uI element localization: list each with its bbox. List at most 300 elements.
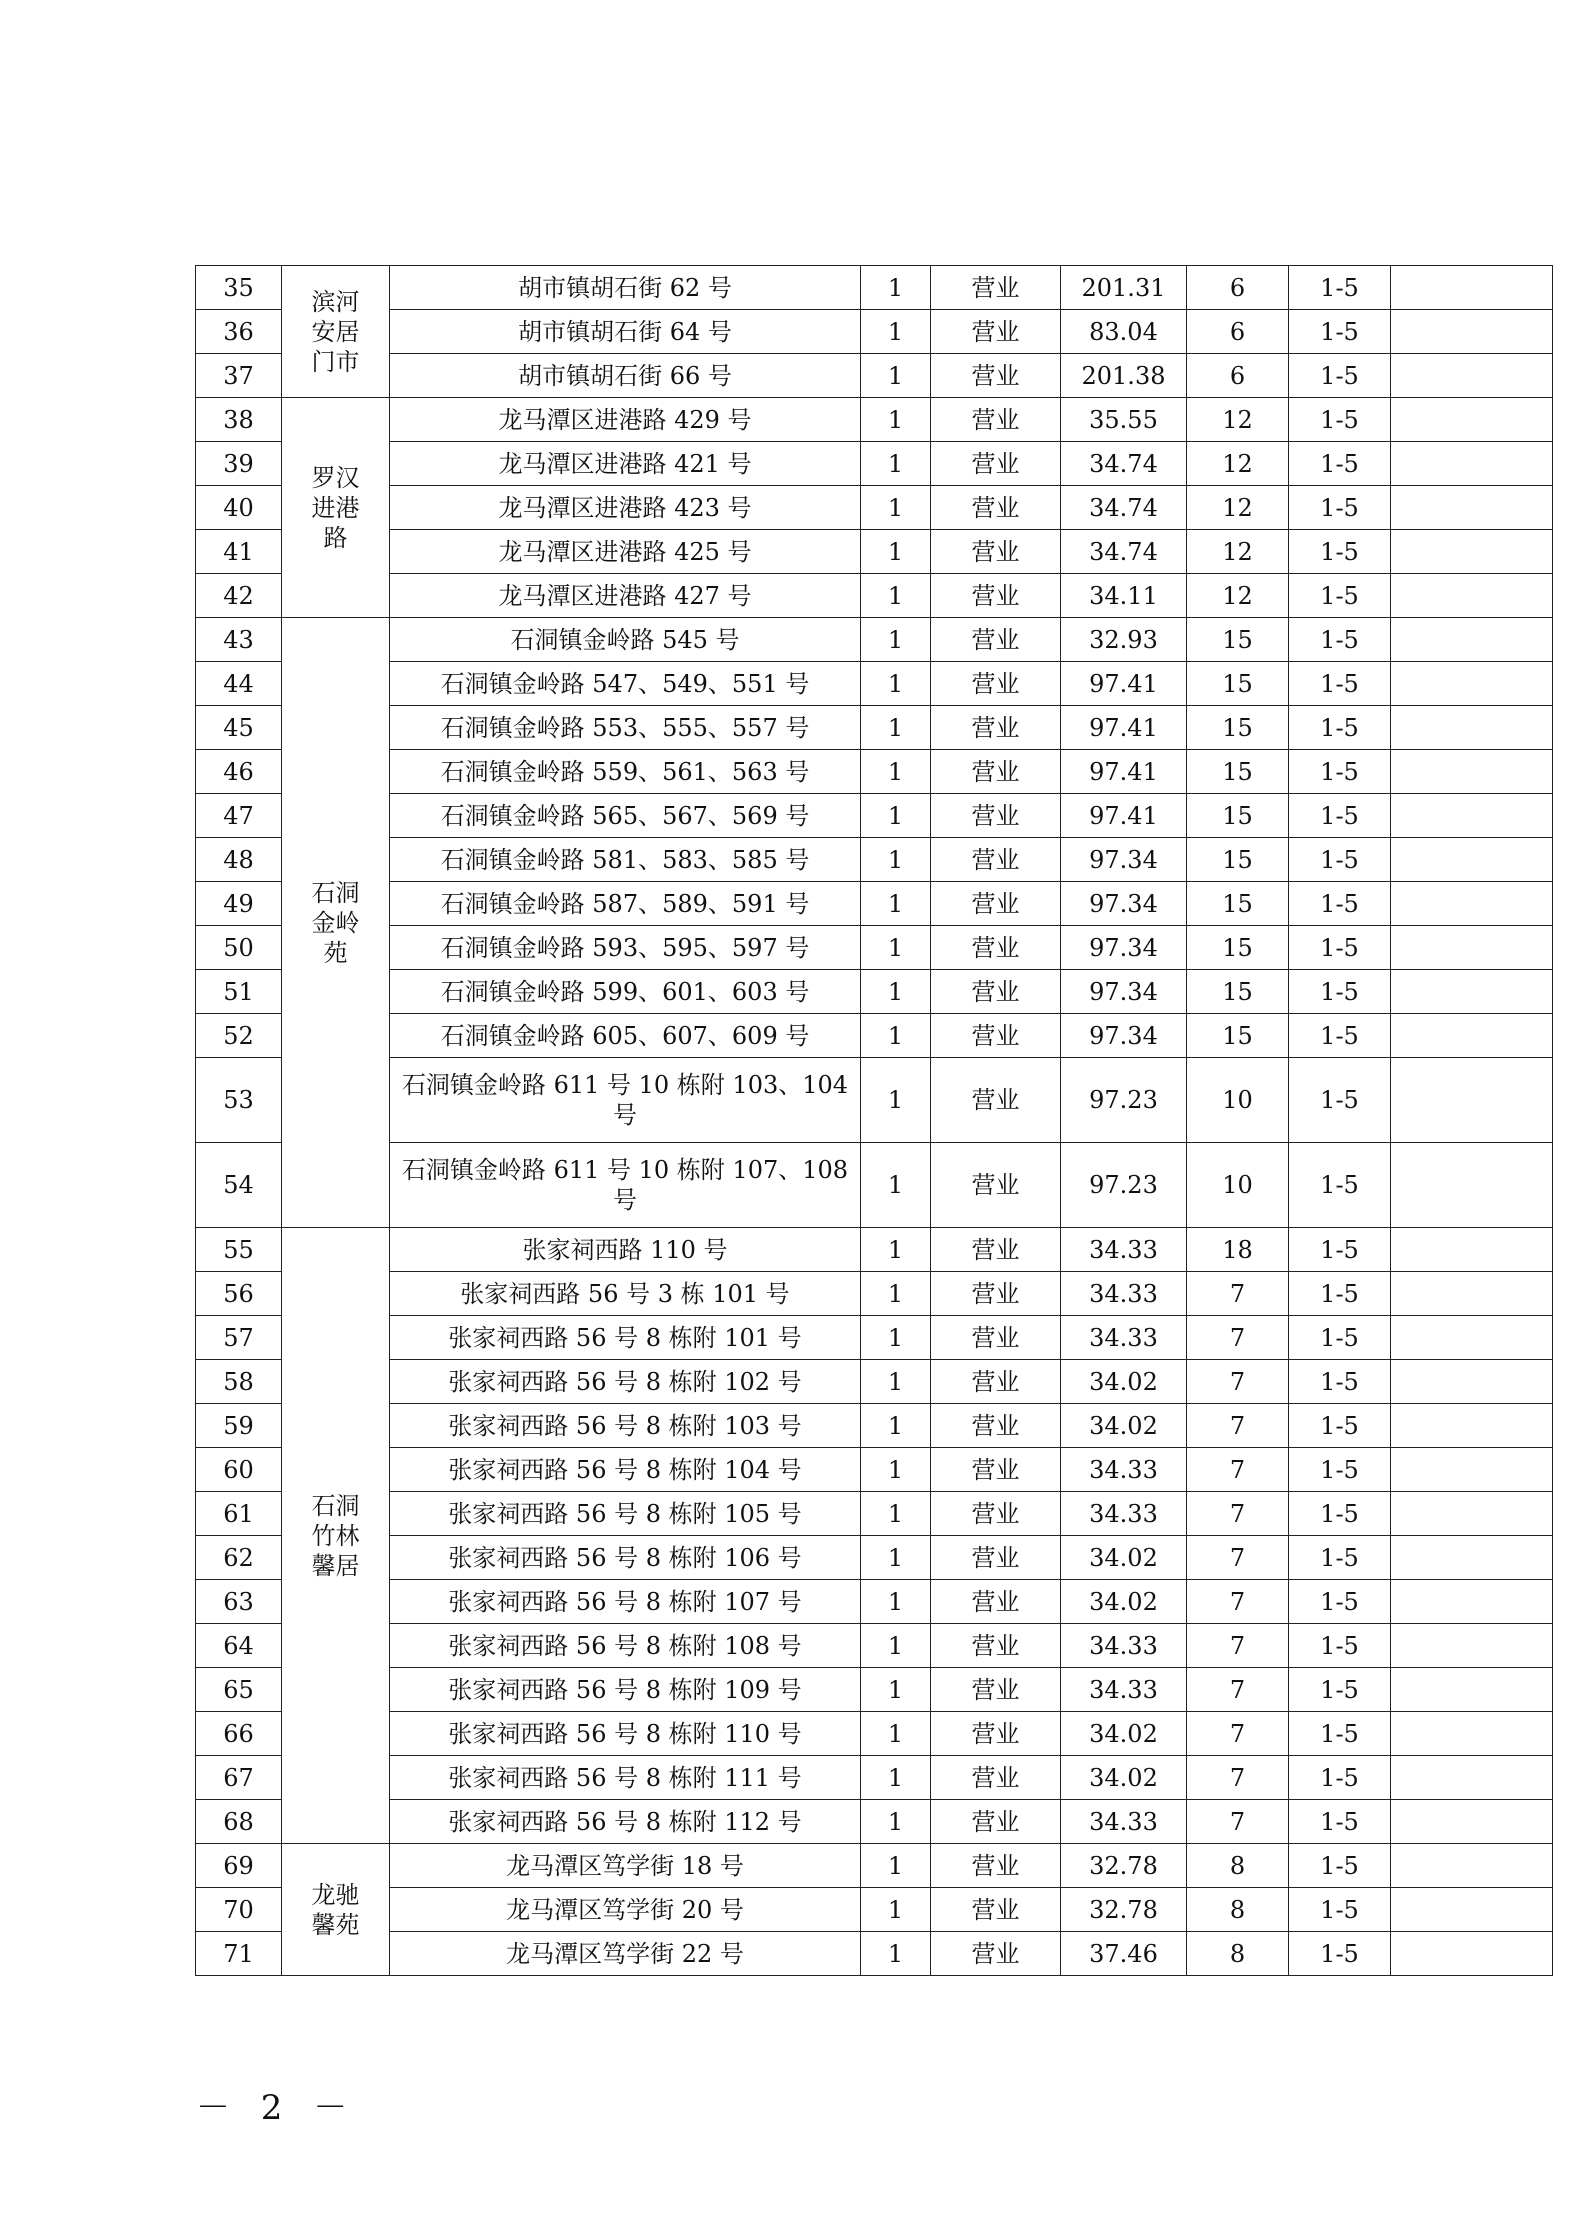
address-cell: 龙马潭区笃学街 18 号 — [390, 1844, 861, 1888]
area-cell: 34.33 — [1061, 1492, 1187, 1536]
note-cell — [1391, 970, 1553, 1014]
floor-range-cell: 1-5 — [1289, 926, 1391, 970]
note-cell — [1391, 1316, 1553, 1360]
table-row — [196, 1756, 1553, 1800]
note-cell — [1391, 1404, 1553, 1448]
usage-cell: 营业 — [931, 970, 1061, 1014]
note-cell — [1391, 1624, 1553, 1668]
row-number-cell: 46 — [196, 750, 282, 794]
address-cell: 张家祠西路 110 号 — [390, 1228, 861, 1272]
usage-cell: 营业 — [931, 1404, 1061, 1448]
row-number-cell: 39 — [196, 442, 282, 486]
table-row — [196, 750, 1553, 794]
area-cell: 34.02 — [1061, 1756, 1187, 1800]
term-cell: 6 — [1187, 266, 1289, 310]
area-cell: 34.02 — [1061, 1360, 1187, 1404]
row-number-cell: 48 — [196, 838, 282, 882]
note-cell — [1391, 1580, 1553, 1624]
term-cell: 12 — [1187, 574, 1289, 618]
floor-range-cell: 1-5 — [1289, 1228, 1391, 1272]
table-row — [196, 574, 1553, 618]
area-cell: 34.74 — [1061, 442, 1187, 486]
quantity-cell: 1 — [861, 354, 931, 398]
address-cell: 龙马潭区笃学街 22 号 — [390, 1932, 861, 1976]
quantity-cell: 1 — [861, 662, 931, 706]
usage-cell: 营业 — [931, 838, 1061, 882]
note-cell — [1391, 1272, 1553, 1316]
floor-range-cell: 1-5 — [1289, 750, 1391, 794]
note-cell — [1391, 1014, 1553, 1058]
usage-cell: 营业 — [931, 926, 1061, 970]
term-cell: 7 — [1187, 1404, 1289, 1448]
quantity-cell: 1 — [861, 530, 931, 574]
row-number-cell: 41 — [196, 530, 282, 574]
address-cell: 石洞镇金岭路 593、595、597 号 — [390, 926, 861, 970]
floor-range-cell: 1-5 — [1289, 1143, 1391, 1228]
row-number-cell: 65 — [196, 1668, 282, 1712]
floor-range-cell: 1-5 — [1289, 486, 1391, 530]
term-cell: 7 — [1187, 1668, 1289, 1712]
note-cell — [1391, 266, 1553, 310]
term-cell: 15 — [1187, 750, 1289, 794]
table-row — [196, 266, 1553, 310]
term-cell: 12 — [1187, 442, 1289, 486]
floor-range-cell: 1-5 — [1289, 1712, 1391, 1756]
floor-range-cell: 1-5 — [1289, 1058, 1391, 1143]
area-cell: 34.11 — [1061, 574, 1187, 618]
area-cell: 34.33 — [1061, 1316, 1187, 1360]
floor-range-cell: 1-5 — [1289, 530, 1391, 574]
address-cell: 张家祠西路 56 号 8 栋附 108 号 — [390, 1624, 861, 1668]
quantity-cell: 1 — [861, 1014, 931, 1058]
row-number-cell: 42 — [196, 574, 282, 618]
row-number-cell: 47 — [196, 794, 282, 838]
address-cell: 石洞镇金岭路 581、583、585 号 — [390, 838, 861, 882]
note-cell — [1391, 442, 1553, 486]
row-number-cell: 61 — [196, 1492, 282, 1536]
address-cell: 龙马潭区笃学街 20 号 — [390, 1888, 861, 1932]
quantity-cell: 1 — [861, 882, 931, 926]
area-cell: 97.41 — [1061, 706, 1187, 750]
table-row — [196, 838, 1553, 882]
row-number-cell: 53 — [196, 1058, 282, 1143]
group-name: 石洞 金岭 苑 — [282, 618, 390, 1228]
term-cell: 7 — [1187, 1448, 1289, 1492]
usage-cell: 营业 — [931, 1624, 1061, 1668]
usage-cell: 营业 — [931, 574, 1061, 618]
quantity-cell: 1 — [861, 794, 931, 838]
row-number-cell: 51 — [196, 970, 282, 1014]
note-cell — [1391, 1228, 1553, 1272]
table-row — [196, 1712, 1553, 1756]
area-cell: 32.78 — [1061, 1888, 1187, 1932]
floor-range-cell: 1-5 — [1289, 1014, 1391, 1058]
quantity-cell: 1 — [861, 486, 931, 530]
floor-range-cell: 1-5 — [1289, 1404, 1391, 1448]
usage-cell: 营业 — [931, 486, 1061, 530]
address-cell: 张家祠西路 56 号 8 栋附 103 号 — [390, 1404, 861, 1448]
term-cell: 7 — [1187, 1316, 1289, 1360]
term-cell: 8 — [1187, 1888, 1289, 1932]
note-cell — [1391, 574, 1553, 618]
table-row — [196, 486, 1553, 530]
floor-range-cell: 1-5 — [1289, 1800, 1391, 1844]
address-cell: 石洞镇金岭路 599、601、603 号 — [390, 970, 861, 1014]
usage-cell: 营业 — [931, 750, 1061, 794]
usage-cell: 营业 — [931, 1360, 1061, 1404]
table-row — [196, 398, 1553, 442]
floor-range-cell: 1-5 — [1289, 970, 1391, 1014]
row-number-cell: 37 — [196, 354, 282, 398]
note-cell — [1391, 1800, 1553, 1844]
floor-range-cell: 1-5 — [1289, 1580, 1391, 1624]
quantity-cell: 1 — [861, 310, 931, 354]
term-cell: 7 — [1187, 1712, 1289, 1756]
address-cell: 胡市镇胡石街 64 号 — [390, 310, 861, 354]
address-cell: 张家祠西路 56 号 8 栋附 110 号 — [390, 1712, 861, 1756]
usage-cell: 营业 — [931, 1448, 1061, 1492]
row-number-cell: 55 — [196, 1228, 282, 1272]
quantity-cell: 1 — [861, 706, 931, 750]
quantity-cell: 1 — [861, 398, 931, 442]
row-number-cell: 52 — [196, 1014, 282, 1058]
group-name: 石洞 竹林 馨居 — [282, 1228, 390, 1844]
area-cell: 34.33 — [1061, 1272, 1187, 1316]
term-cell: 15 — [1187, 794, 1289, 838]
usage-cell: 营业 — [931, 1756, 1061, 1800]
note-cell — [1391, 530, 1553, 574]
group-name: 罗汉 进港 路 — [282, 398, 390, 618]
quantity-cell: 1 — [861, 1756, 931, 1800]
table-row — [196, 530, 1553, 574]
address-cell: 龙马潭区进港路 425 号 — [390, 530, 861, 574]
note-cell — [1391, 398, 1553, 442]
quantity-cell: 1 — [861, 442, 931, 486]
term-cell: 6 — [1187, 310, 1289, 354]
floor-range-cell: 1-5 — [1289, 1888, 1391, 1932]
usage-cell: 营业 — [931, 1143, 1061, 1228]
row-number-cell: 50 — [196, 926, 282, 970]
address-cell: 石洞镇金岭路 611 号 10 栋附 107、108 号 — [390, 1143, 861, 1228]
note-cell — [1391, 1756, 1553, 1800]
floor-range-cell: 1-5 — [1289, 1536, 1391, 1580]
address-cell: 胡市镇胡石街 62 号 — [390, 266, 861, 310]
quantity-cell: 1 — [861, 1228, 931, 1272]
row-number-cell: 57 — [196, 1316, 282, 1360]
area-cell: 34.74 — [1061, 530, 1187, 574]
floor-range-cell: 1-5 — [1289, 354, 1391, 398]
usage-cell: 营业 — [931, 1712, 1061, 1756]
floor-range-cell: 1-5 — [1289, 1668, 1391, 1712]
note-cell — [1391, 1932, 1553, 1976]
address-cell: 石洞镇金岭路 565、567、569 号 — [390, 794, 861, 838]
term-cell: 7 — [1187, 1272, 1289, 1316]
usage-cell: 营业 — [931, 794, 1061, 838]
quantity-cell: 1 — [861, 1536, 931, 1580]
table-row — [196, 662, 1553, 706]
note-cell — [1391, 1448, 1553, 1492]
table-row — [196, 618, 1553, 662]
quantity-cell: 1 — [861, 618, 931, 662]
term-cell: 7 — [1187, 1492, 1289, 1536]
table-row — [196, 1272, 1553, 1316]
note-cell — [1391, 1360, 1553, 1404]
term-cell: 7 — [1187, 1536, 1289, 1580]
quantity-cell: 1 — [861, 1143, 931, 1228]
area-cell: 34.33 — [1061, 1800, 1187, 1844]
floor-range-cell: 1-5 — [1289, 882, 1391, 926]
quantity-cell: 1 — [861, 574, 931, 618]
address-cell: 张家祠西路 56 号 8 栋附 106 号 — [390, 1536, 861, 1580]
usage-cell: 营业 — [931, 1228, 1061, 1272]
table-row — [196, 1800, 1553, 1844]
area-cell: 34.33 — [1061, 1228, 1187, 1272]
table-row — [196, 1844, 1553, 1888]
quantity-cell: 1 — [861, 1492, 931, 1536]
floor-range-cell: 1-5 — [1289, 442, 1391, 486]
table-row — [196, 882, 1553, 926]
term-cell: 10 — [1187, 1143, 1289, 1228]
term-cell: 8 — [1187, 1932, 1289, 1976]
address-cell: 石洞镇金岭路 605、607、609 号 — [390, 1014, 861, 1058]
usage-cell: 营业 — [931, 1492, 1061, 1536]
area-cell: 97.34 — [1061, 926, 1187, 970]
usage-cell: 营业 — [931, 442, 1061, 486]
row-number-cell: 56 — [196, 1272, 282, 1316]
group-name: 龙驰 馨苑 — [282, 1844, 390, 1976]
usage-cell: 营业 — [931, 310, 1061, 354]
area-cell: 34.33 — [1061, 1624, 1187, 1668]
area-cell: 32.93 — [1061, 618, 1187, 662]
row-number-cell: 66 — [196, 1712, 282, 1756]
usage-cell: 营业 — [931, 530, 1061, 574]
note-cell — [1391, 618, 1553, 662]
row-number-cell: 71 — [196, 1932, 282, 1976]
floor-range-cell: 1-5 — [1289, 1844, 1391, 1888]
table-row — [196, 1580, 1553, 1624]
note-cell — [1391, 1668, 1553, 1712]
note-cell — [1391, 1712, 1553, 1756]
area-cell: 35.55 — [1061, 398, 1187, 442]
area-cell: 97.34 — [1061, 970, 1187, 1014]
quantity-cell: 1 — [861, 1932, 931, 1976]
table-body — [196, 266, 1553, 1976]
term-cell: 15 — [1187, 882, 1289, 926]
term-cell: 10 — [1187, 1058, 1289, 1143]
property-table — [195, 265, 1553, 1976]
address-cell: 张家祠西路 56 号 8 栋附 105 号 — [390, 1492, 861, 1536]
address-cell: 石洞镇金岭路 587、589、591 号 — [390, 882, 861, 926]
quantity-cell: 1 — [861, 1800, 931, 1844]
term-cell: 15 — [1187, 618, 1289, 662]
term-cell: 7 — [1187, 1580, 1289, 1624]
address-cell: 龙马潭区进港路 429 号 — [390, 398, 861, 442]
row-number-cell: 44 — [196, 662, 282, 706]
term-cell: 15 — [1187, 1014, 1289, 1058]
usage-cell: 营业 — [931, 706, 1061, 750]
row-number-cell: 43 — [196, 618, 282, 662]
usage-cell: 营业 — [931, 1932, 1061, 1976]
floor-range-cell: 1-5 — [1289, 706, 1391, 750]
note-cell — [1391, 838, 1553, 882]
row-number-cell: 49 — [196, 882, 282, 926]
area-cell: 97.34 — [1061, 838, 1187, 882]
term-cell: 18 — [1187, 1228, 1289, 1272]
note-cell — [1391, 1844, 1553, 1888]
usage-cell: 营业 — [931, 1316, 1061, 1360]
usage-cell: 营业 — [931, 398, 1061, 442]
area-cell: 34.02 — [1061, 1536, 1187, 1580]
row-number-cell: 36 — [196, 310, 282, 354]
floor-range-cell: 1-5 — [1289, 618, 1391, 662]
table-row — [196, 794, 1553, 838]
usage-cell: 营业 — [931, 1580, 1061, 1624]
table-row — [196, 1404, 1553, 1448]
term-cell: 7 — [1187, 1624, 1289, 1668]
usage-cell: 营业 — [931, 1800, 1061, 1844]
note-cell — [1391, 750, 1553, 794]
row-number-cell: 54 — [196, 1143, 282, 1228]
area-cell: 32.78 — [1061, 1844, 1187, 1888]
usage-cell: 营业 — [931, 1844, 1061, 1888]
area-cell: 97.34 — [1061, 1014, 1187, 1058]
usage-cell: 营业 — [931, 1888, 1061, 1932]
table-row — [196, 310, 1553, 354]
quantity-cell: 1 — [861, 1888, 931, 1932]
row-number-cell: 70 — [196, 1888, 282, 1932]
term-cell: 7 — [1187, 1360, 1289, 1404]
note-cell — [1391, 354, 1553, 398]
area-cell: 201.31 — [1061, 266, 1187, 310]
row-number-cell: 45 — [196, 706, 282, 750]
page-number: － 2 － — [196, 2088, 358, 2128]
table-row — [196, 1932, 1553, 1976]
floor-range-cell: 1-5 — [1289, 662, 1391, 706]
quantity-cell: 1 — [861, 1844, 931, 1888]
address-cell: 石洞镇金岭路 553、555、557 号 — [390, 706, 861, 750]
usage-cell: 营业 — [931, 1272, 1061, 1316]
area-cell: 34.02 — [1061, 1712, 1187, 1756]
term-cell: 12 — [1187, 486, 1289, 530]
table-row — [196, 442, 1553, 486]
usage-cell: 营业 — [931, 1536, 1061, 1580]
address-cell: 张家祠西路 56 号 8 栋附 101 号 — [390, 1316, 861, 1360]
note-cell — [1391, 926, 1553, 970]
row-number-cell: 59 — [196, 1404, 282, 1448]
term-cell: 15 — [1187, 926, 1289, 970]
usage-cell: 营业 — [931, 618, 1061, 662]
address-cell: 张家祠西路 56 号 8 栋附 111 号 — [390, 1756, 861, 1800]
address-cell: 张家祠西路 56 号 8 栋附 112 号 — [390, 1800, 861, 1844]
address-cell: 石洞镇金岭路 611 号 10 栋附 103、104 号 — [390, 1058, 861, 1143]
usage-cell: 营业 — [931, 1058, 1061, 1143]
table-row — [196, 1316, 1553, 1360]
floor-range-cell: 1-5 — [1289, 1360, 1391, 1404]
table-row — [196, 1668, 1553, 1712]
floor-range-cell: 1-5 — [1289, 794, 1391, 838]
table-row — [196, 1058, 1553, 1143]
address-cell: 石洞镇金岭路 545 号 — [390, 618, 861, 662]
note-cell — [1391, 662, 1553, 706]
note-cell — [1391, 1888, 1553, 1932]
row-number-cell: 60 — [196, 1448, 282, 1492]
floor-range-cell: 1-5 — [1289, 310, 1391, 354]
address-cell: 张家祠西路 56 号 8 栋附 102 号 — [390, 1360, 861, 1404]
table-row — [196, 1536, 1553, 1580]
usage-cell: 营业 — [931, 882, 1061, 926]
quantity-cell: 1 — [861, 266, 931, 310]
area-cell: 97.23 — [1061, 1143, 1187, 1228]
quantity-cell: 1 — [861, 926, 931, 970]
usage-cell: 营业 — [931, 266, 1061, 310]
term-cell: 7 — [1187, 1756, 1289, 1800]
row-number-cell: 67 — [196, 1756, 282, 1800]
address-cell: 张家祠西路 56 号 3 栋 101 号 — [390, 1272, 861, 1316]
area-cell: 34.33 — [1061, 1668, 1187, 1712]
table-row — [196, 1228, 1553, 1272]
area-cell: 97.41 — [1061, 662, 1187, 706]
row-number-cell: 69 — [196, 1844, 282, 1888]
term-cell: 6 — [1187, 354, 1289, 398]
quantity-cell: 1 — [861, 970, 931, 1014]
address-cell: 张家祠西路 56 号 8 栋附 104 号 — [390, 1448, 861, 1492]
address-cell: 张家祠西路 56 号 8 栋附 109 号 — [390, 1668, 861, 1712]
note-cell — [1391, 794, 1553, 838]
floor-range-cell: 1-5 — [1289, 1756, 1391, 1800]
area-cell: 34.02 — [1061, 1580, 1187, 1624]
quantity-cell: 1 — [861, 838, 931, 882]
note-cell — [1391, 1143, 1553, 1228]
quantity-cell: 1 — [861, 1404, 931, 1448]
address-cell: 张家祠西路 56 号 8 栋附 107 号 — [390, 1580, 861, 1624]
term-cell: 15 — [1187, 706, 1289, 750]
term-cell: 15 — [1187, 838, 1289, 882]
address-cell: 龙马潭区进港路 421 号 — [390, 442, 861, 486]
row-number-cell: 63 — [196, 1580, 282, 1624]
term-cell: 8 — [1187, 1844, 1289, 1888]
term-cell: 7 — [1187, 1800, 1289, 1844]
floor-range-cell: 1-5 — [1289, 1492, 1391, 1536]
note-cell — [1391, 1492, 1553, 1536]
note-cell — [1391, 706, 1553, 750]
quantity-cell: 1 — [861, 1580, 931, 1624]
quantity-cell: 1 — [861, 1360, 931, 1404]
floor-range-cell: 1-5 — [1289, 838, 1391, 882]
row-number-cell: 64 — [196, 1624, 282, 1668]
quantity-cell: 1 — [861, 1272, 931, 1316]
term-cell: 15 — [1187, 662, 1289, 706]
area-cell: 34.74 — [1061, 486, 1187, 530]
table-row — [196, 1143, 1553, 1228]
table-row — [196, 926, 1553, 970]
group-name: 滨河 安居 门市 — [282, 266, 390, 398]
quantity-cell: 1 — [861, 1448, 931, 1492]
table-row — [196, 1448, 1553, 1492]
floor-range-cell: 1-5 — [1289, 1624, 1391, 1668]
table-row — [196, 1888, 1553, 1932]
floor-range-cell: 1-5 — [1289, 1272, 1391, 1316]
term-cell: 12 — [1187, 398, 1289, 442]
address-cell: 石洞镇金岭路 559、561、563 号 — [390, 750, 861, 794]
floor-range-cell: 1-5 — [1289, 1448, 1391, 1492]
usage-cell: 营业 — [931, 354, 1061, 398]
term-cell: 12 — [1187, 530, 1289, 574]
usage-cell: 营业 — [931, 662, 1061, 706]
term-cell: 15 — [1187, 970, 1289, 1014]
table-row — [196, 1624, 1553, 1668]
table-row — [196, 1014, 1553, 1058]
floor-range-cell: 1-5 — [1289, 398, 1391, 442]
